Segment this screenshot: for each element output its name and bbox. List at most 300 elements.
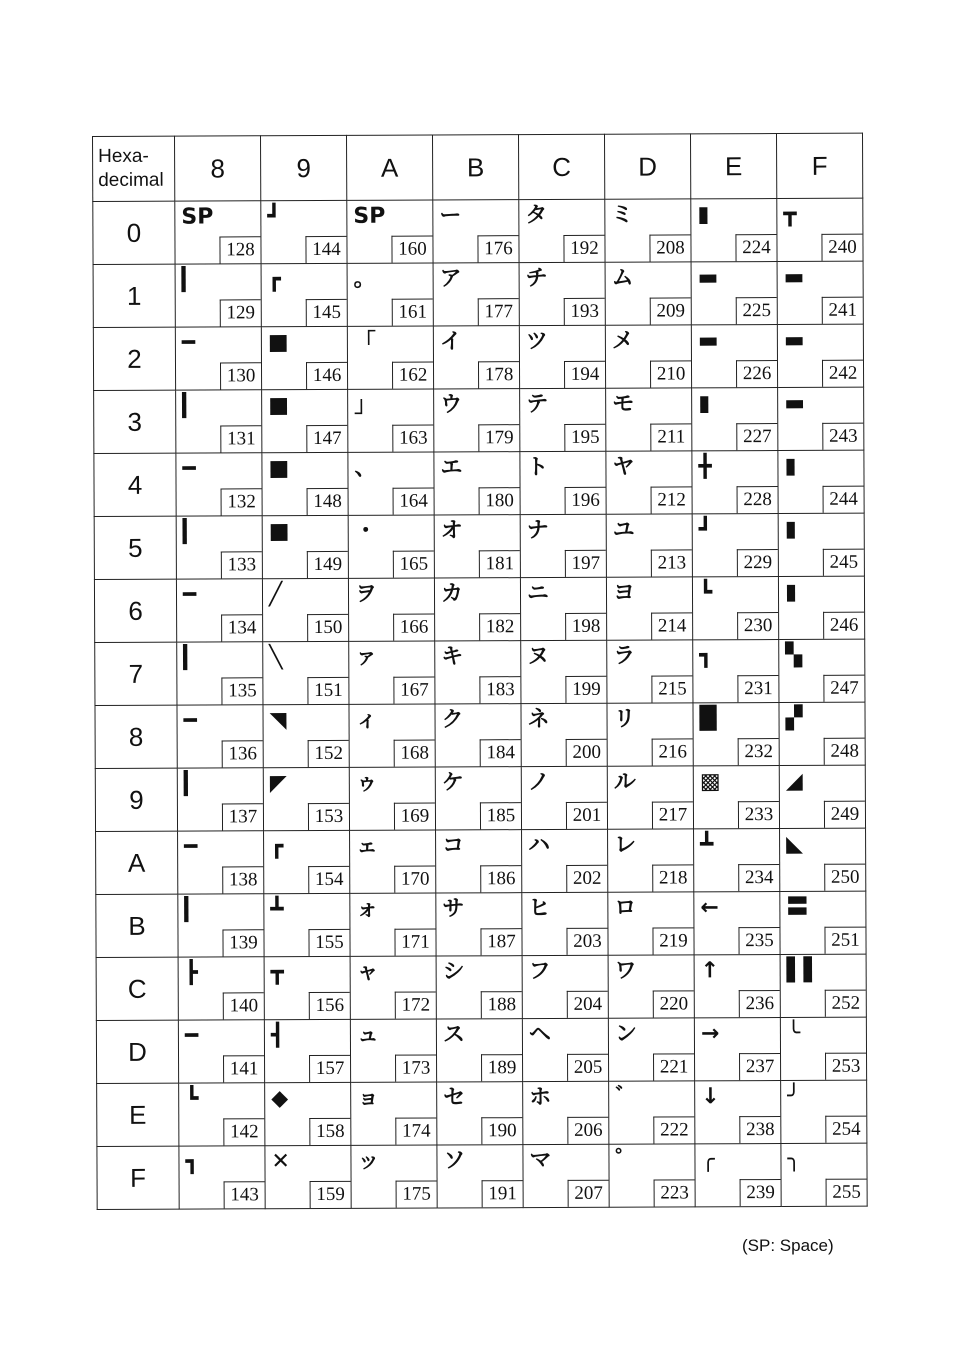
- decimal-code: 250: [824, 864, 865, 891]
- character-cell: [263, 767, 349, 830]
- character-cell: [691, 262, 777, 325]
- character-cell: [177, 705, 263, 768]
- table-row: [97, 1143, 867, 1209]
- decimal-code: 156: [309, 992, 350, 1019]
- character-cell: [265, 1082, 351, 1145]
- decimal-code: 149: [307, 551, 348, 578]
- row-header: 6: [94, 579, 176, 642]
- table-body: [93, 198, 867, 1209]
- character-glyph: ▬: [783, 264, 805, 290]
- character-glyph: ╭: [701, 1147, 715, 1173]
- decimal-code: 175: [396, 1181, 437, 1208]
- character-glyph: ロ: [614, 895, 637, 921]
- table-row: [96, 1017, 866, 1083]
- character-cell: [779, 765, 865, 828]
- character-glyph: ┻: [700, 832, 714, 858]
- character-glyph: ▎: [182, 519, 200, 545]
- character-cell: [264, 830, 350, 893]
- character-cell: [519, 325, 605, 388]
- corner-line-2: decimal: [98, 169, 164, 191]
- decimal-code: 179: [478, 424, 519, 451]
- decimal-code: 178: [478, 361, 519, 388]
- decimal-code: 241: [822, 297, 863, 324]
- character-cell: [436, 893, 522, 956]
- character-glyph: █: [699, 706, 717, 732]
- character-glyph: ォ: [356, 896, 379, 922]
- character-glyph: ▎: [183, 645, 201, 671]
- decimal-code: 185: [480, 802, 521, 829]
- character-glyph: ヒ: [528, 896, 551, 922]
- character-glyph: イ: [439, 329, 462, 355]
- character-glyph: ┣: [184, 960, 198, 986]
- character-cell: [350, 1019, 436, 1082]
- character-cell: [178, 894, 264, 957]
- character-glyph: ┛: [698, 517, 713, 543]
- character-cell: [777, 324, 863, 387]
- character-glyph: ー: [439, 203, 462, 229]
- character-cell: [522, 1018, 608, 1081]
- table-row: [97, 1080, 867, 1146]
- character-glyph: ━: [182, 582, 197, 608]
- character-cell: [176, 516, 262, 579]
- decimal-code: 194: [564, 361, 605, 388]
- character-glyph: ヌ: [527, 644, 550, 670]
- decimal-code: 139: [222, 929, 263, 956]
- character-cell: [264, 893, 350, 956]
- character-cell: [179, 1146, 265, 1209]
- character-glyph: ╋: [698, 454, 712, 480]
- character-glyph: ッ: [357, 1148, 380, 1174]
- decimal-code: 230: [737, 612, 778, 639]
- character-cell: [522, 955, 608, 1018]
- decimal-code: 184: [480, 739, 521, 766]
- decimal-code: 144: [305, 236, 346, 263]
- decimal-code: 173: [395, 1055, 436, 1082]
- decimal-code: 225: [736, 297, 777, 324]
- character-glyph: オ: [440, 518, 463, 544]
- character-cell: [179, 1083, 265, 1146]
- character-glyph: ◥: [269, 708, 287, 734]
- decimal-code: 246: [823, 612, 864, 639]
- row-header: 7: [95, 642, 177, 705]
- decimal-code: 213: [651, 549, 692, 576]
- character-glyph: 〓: [786, 894, 809, 920]
- decimal-code: 197: [565, 550, 606, 577]
- character-cell: [348, 578, 434, 641]
- character-cell: [434, 578, 520, 641]
- character-cell: [780, 828, 866, 891]
- decimal-code: 145: [306, 299, 347, 326]
- character-glyph: ↑: [700, 958, 720, 984]
- character-cell: [523, 1144, 609, 1207]
- character-cell: [780, 891, 866, 954]
- row-header: D: [96, 1020, 178, 1083]
- row-header: A: [96, 831, 178, 894]
- decimal-code: 243: [822, 423, 863, 450]
- character-glyph: ウ: [440, 392, 463, 418]
- character-cell: [520, 514, 606, 577]
- decimal-code: 187: [480, 928, 521, 955]
- character-glyph: ソ: [443, 1148, 466, 1174]
- character-glyph: ツ: [525, 329, 548, 355]
- character-cell: [175, 327, 261, 390]
- character-glyph: セ: [443, 1085, 466, 1111]
- character-cell: [261, 326, 347, 389]
- character-glyph: ◢: [785, 768, 803, 794]
- character-glyph: カ: [440, 581, 464, 607]
- decimal-code: 245: [823, 549, 864, 576]
- character-cell: [176, 390, 262, 453]
- character-cell: [779, 639, 865, 702]
- character-cell: [262, 515, 348, 578]
- decimal-code: 165: [393, 551, 434, 578]
- character-glyph: 「: [353, 329, 376, 355]
- character-cell: [606, 388, 692, 451]
- character-glyph: ↓: [701, 1084, 720, 1110]
- character-cell: [349, 704, 435, 767]
- character-cell: [264, 1019, 350, 1082]
- character-glyph: SP: [353, 203, 386, 229]
- decimal-code: 191: [482, 1180, 523, 1207]
- decimal-code: 152: [308, 740, 349, 767]
- row-header: 5: [94, 516, 176, 579]
- character-cell: [692, 451, 778, 514]
- column-header: 8: [175, 136, 261, 201]
- character-cell: [778, 576, 864, 639]
- character-glyph: ▞: [785, 705, 803, 731]
- header-row: [93, 133, 863, 201]
- character-glyph: ╮: [787, 1146, 801, 1172]
- character-cell: [433, 200, 519, 263]
- decimal-code: 183: [479, 676, 520, 703]
- character-cell: [605, 199, 691, 262]
- character-glyph: ━: [183, 708, 197, 734]
- character-glyph: ┗: [698, 580, 713, 606]
- character-glyph: ✕: [271, 1149, 290, 1175]
- character-glyph: SP: [181, 204, 214, 230]
- column-header: B: [432, 135, 518, 200]
- character-cell: [350, 830, 436, 893]
- decimal-code: 226: [736, 360, 777, 387]
- character-glyph: ニ: [526, 581, 550, 607]
- decimal-code: 143: [224, 1181, 265, 1208]
- character-glyph: ┳: [783, 201, 797, 227]
- decimal-code: 220: [653, 990, 694, 1017]
- character-glyph: ケ: [441, 770, 464, 796]
- character-glyph: ▬: [783, 327, 805, 353]
- character-cell: [608, 892, 694, 955]
- decimal-code: 161: [392, 299, 433, 326]
- character-glyph: ル: [613, 769, 636, 795]
- character-cell: [523, 1081, 609, 1144]
- character-cell: [608, 829, 694, 892]
- decimal-code: 235: [738, 927, 779, 954]
- character-glyph: ゥ: [355, 770, 378, 796]
- character-glyph: テ: [526, 392, 549, 418]
- row-header: 4: [94, 453, 176, 516]
- character-glyph: ▩: [699, 769, 721, 795]
- character-glyph: ┛: [267, 204, 281, 230]
- corner-cell: [93, 136, 175, 201]
- decimal-code: 148: [307, 488, 348, 515]
- character-glyph: ┫: [270, 1023, 285, 1049]
- character-cell: [778, 387, 864, 450]
- character-glyph: ■: [268, 393, 290, 419]
- decimal-code: 168: [394, 740, 435, 767]
- character-cell: [437, 1082, 523, 1145]
- decimal-code: 219: [652, 927, 693, 954]
- character-cell: [520, 577, 606, 640]
- decimal-code: 208: [649, 234, 690, 261]
- character-glyph: ┏: [267, 267, 281, 293]
- character-cell: [350, 893, 436, 956]
- decimal-code: 255: [826, 1179, 867, 1206]
- character-cell: [347, 326, 433, 389]
- character-cell: [348, 389, 434, 452]
- row-header: C: [96, 957, 178, 1020]
- decimal-code: 193: [564, 298, 605, 325]
- decimal-code: 176: [477, 235, 518, 262]
- character-cell: [778, 450, 864, 513]
- character-glyph: リ: [613, 706, 636, 732]
- decimal-code: 181: [479, 550, 520, 577]
- code-table: [92, 133, 868, 1210]
- character-glyph: ┓: [699, 643, 713, 669]
- footnote: (SP: Space): [742, 1236, 834, 1255]
- table-row: [95, 639, 865, 705]
- decimal-code: 200: [566, 739, 607, 766]
- character-cell: [780, 954, 866, 1017]
- decimal-code: 167: [393, 677, 434, 704]
- decimal-code: 195: [564, 424, 605, 451]
- decimal-code: 140: [223, 992, 264, 1019]
- character-glyph: ←: [700, 895, 719, 921]
- character-glyph: メ: [611, 328, 634, 354]
- decimal-code: 210: [650, 360, 691, 387]
- decimal-code: 141: [223, 1055, 264, 1082]
- character-glyph: フ: [528, 959, 551, 985]
- character-glyph: キ: [441, 644, 464, 670]
- decimal-code: 138: [222, 866, 263, 893]
- character-cell: [694, 955, 780, 1018]
- character-glyph: ▮: [784, 579, 798, 605]
- character-glyph: ▮: [784, 516, 797, 542]
- character-glyph: ワ: [614, 958, 637, 984]
- decimal-code: 137: [222, 803, 263, 830]
- decimal-code: 247: [823, 675, 864, 702]
- decimal-code: 142: [223, 1118, 264, 1145]
- character-cell: [436, 956, 522, 1019]
- decimal-code: 207: [568, 1180, 609, 1207]
- decimal-code: 177: [478, 298, 519, 325]
- character-glyph: ━: [181, 330, 196, 356]
- decimal-code: 218: [652, 864, 693, 891]
- decimal-code: 130: [220, 362, 261, 389]
- character-cell: [349, 767, 435, 830]
- character-glyph: ゛: [615, 1084, 638, 1110]
- row-header: 3: [94, 390, 176, 453]
- character-glyph: ▎: [183, 771, 201, 797]
- table-row: [93, 198, 863, 264]
- column-header: A: [346, 135, 432, 200]
- table-row: [96, 891, 866, 957]
- decimal-code: 162: [392, 362, 433, 389]
- decimal-code: 134: [221, 614, 262, 641]
- character-cell: [693, 640, 779, 703]
- character-cell: [351, 1082, 437, 1145]
- decimal-code: 160: [391, 236, 432, 263]
- table-row: [96, 828, 866, 894]
- decimal-code: 232: [738, 738, 779, 765]
- character-glyph: ャ: [356, 959, 379, 985]
- decimal-code: 169: [394, 803, 435, 830]
- character-glyph: ▬: [697, 265, 719, 291]
- decimal-code: 214: [651, 612, 692, 639]
- column-header: D: [604, 134, 690, 199]
- character-glyph: ■: [268, 519, 290, 545]
- row-header: 8: [95, 705, 177, 768]
- character-glyph: ▚: [785, 642, 803, 668]
- character-cell: [522, 829, 608, 892]
- character-glyph: ェ: [356, 833, 379, 859]
- character-cell: [694, 829, 780, 892]
- table-row: [96, 954, 866, 1020]
- decimal-code: 201: [566, 802, 607, 829]
- character-cell: [605, 325, 691, 388]
- decimal-code: 199: [565, 676, 606, 703]
- character-code-table: [92, 133, 867, 1218]
- character-cell: [436, 1019, 522, 1082]
- character-glyph: ミ: [611, 202, 634, 228]
- character-glyph: ■: [268, 456, 290, 482]
- decimal-code: 163: [392, 425, 433, 452]
- character-glyph: ン: [614, 1021, 637, 1047]
- decimal-code: 188: [481, 991, 522, 1018]
- character-glyph: マ: [529, 1148, 552, 1174]
- character-cell: [607, 640, 693, 703]
- decimal-code: 196: [565, 487, 606, 514]
- decimal-code: 133: [221, 551, 262, 578]
- character-glyph: 。: [353, 266, 376, 292]
- character-cell: [435, 641, 521, 704]
- character-cell: [176, 453, 262, 516]
- character-glyph: ▎: [181, 267, 199, 293]
- decimal-code: 166: [393, 614, 434, 641]
- decimal-code: 136: [222, 740, 263, 767]
- character-cell: [693, 703, 779, 766]
- table-row: [94, 387, 864, 453]
- character-cell: [520, 451, 606, 514]
- character-cell: [350, 956, 436, 1019]
- decimal-code: 170: [394, 866, 435, 893]
- decimal-code: 237: [739, 1053, 780, 1080]
- column-header: 9: [261, 135, 347, 200]
- decimal-code: 135: [221, 677, 262, 704]
- character-glyph: ▮: [697, 202, 710, 228]
- decimal-code: 192: [563, 235, 604, 262]
- decimal-code: 155: [308, 929, 349, 956]
- character-cell: [608, 955, 694, 1018]
- decimal-code: 153: [308, 803, 349, 830]
- character-glyph: ナ: [526, 518, 549, 544]
- character-glyph: ュ: [356, 1022, 379, 1048]
- table-row: [95, 702, 865, 768]
- table-row: [94, 450, 864, 516]
- character-cell: [347, 200, 433, 263]
- character-cell: [695, 1144, 781, 1207]
- decimal-code: 216: [652, 738, 693, 765]
- decimal-code: 211: [650, 423, 691, 450]
- character-cell: [262, 578, 348, 641]
- character-cell: [433, 326, 519, 389]
- character-glyph: ╯: [787, 1083, 801, 1109]
- decimal-code: 206: [567, 1117, 608, 1144]
- row-header: 9: [95, 768, 177, 831]
- decimal-code: 229: [737, 549, 778, 576]
- character-glyph: ┓: [185, 1149, 199, 1175]
- column-header: F: [776, 133, 862, 198]
- character-cell: [777, 198, 863, 261]
- decimal-code: 182: [479, 613, 520, 640]
- character-cell: [606, 514, 692, 577]
- row-header: F: [97, 1146, 179, 1209]
- decimal-code: 227: [736, 423, 777, 450]
- character-cell: [606, 451, 692, 514]
- decimal-code: 174: [395, 1118, 436, 1145]
- character-glyph: ラ: [613, 643, 636, 669]
- decimal-code: 223: [654, 1179, 695, 1206]
- table-row: [94, 576, 864, 642]
- character-cell: [175, 264, 261, 327]
- row-header: E: [97, 1083, 179, 1146]
- row-header: B: [96, 894, 178, 957]
- character-cell: [433, 263, 519, 326]
- table-row: [95, 765, 865, 831]
- character-cell: [520, 388, 606, 451]
- character-glyph: タ: [525, 203, 548, 229]
- decimal-code: 221: [653, 1053, 694, 1080]
- decimal-code: 248: [824, 738, 865, 765]
- character-cell: [778, 513, 864, 576]
- character-glyph: ■: [267, 330, 289, 356]
- character-glyph: ィ: [355, 707, 378, 733]
- character-cell: [692, 514, 778, 577]
- character-glyph: ▎: [182, 393, 200, 419]
- corner-line-1: Hexa-: [98, 145, 149, 167]
- decimal-code: 253: [825, 1053, 866, 1080]
- character-cell: [521, 766, 607, 829]
- character-glyph: ヘ: [528, 1022, 551, 1048]
- character-glyph: ▬: [784, 390, 806, 416]
- character-cell: [691, 199, 777, 262]
- character-cell: [522, 892, 608, 955]
- character-cell: [264, 956, 350, 1019]
- table-row: [93, 324, 863, 390]
- character-cell: [521, 703, 607, 766]
- character-cell: [435, 767, 521, 830]
- character-cell: [263, 641, 349, 704]
- decimal-code: 202: [566, 865, 607, 892]
- decimal-code: 198: [565, 613, 606, 640]
- character-cell: [261, 200, 347, 263]
- decimal-code: 147: [306, 425, 347, 452]
- decimal-code: 128: [219, 236, 260, 263]
- character-cell: [780, 1017, 866, 1080]
- character-glyph: ァ: [355, 644, 378, 670]
- character-cell: [177, 768, 263, 831]
- row-header: 1: [93, 264, 175, 327]
- character-cell: [692, 388, 778, 451]
